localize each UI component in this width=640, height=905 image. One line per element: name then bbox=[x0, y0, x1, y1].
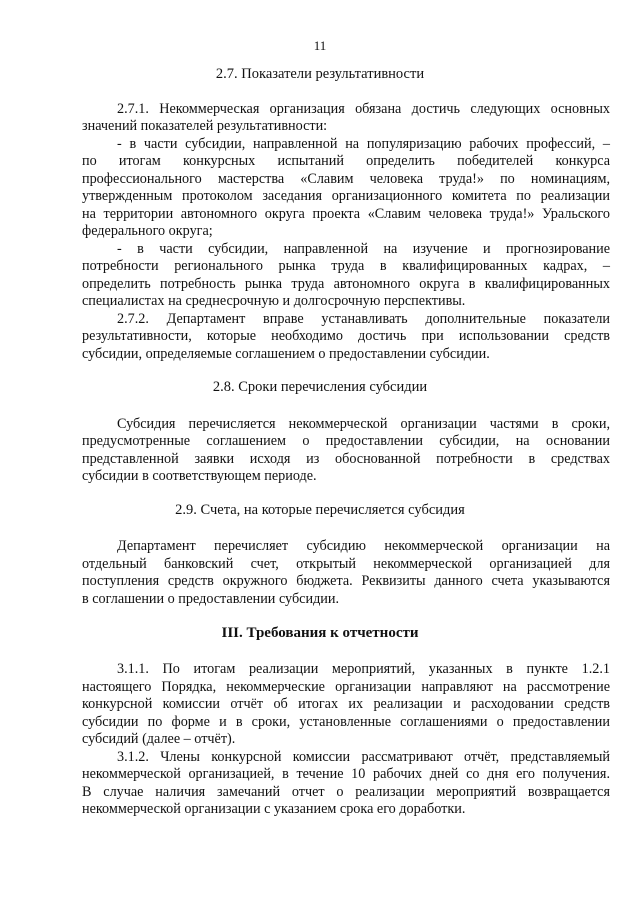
paragraph-line: субсидии, определяемые соглашением о предоставлении субсидии. bbox=[82, 346, 490, 362]
paragraph-line: в соглашении о предоставлении субсидии. bbox=[82, 591, 340, 607]
paragraph-line: 3.1.2. Члены конкурсной комиссии рассматривают отчёт, представляемый bbox=[117, 749, 610, 765]
paragraph-line: потребности регионального рынка труда в квалифицированных кадрах, – bbox=[82, 258, 610, 274]
paragraph-line: утвержденным протоколом заседания организационного комитета по реализации bbox=[82, 188, 610, 204]
paragraph-line: профессионального мастерства «Славим человека труда!» по номинациям, bbox=[82, 171, 610, 187]
paragraph-line: 2.7.1. Некоммерческая организация обязана достичь следующих основных bbox=[117, 101, 610, 117]
paragraph-line: некоммерческой организации с указанием срока его доработки. bbox=[82, 801, 466, 817]
paragraph-line: по итогам конкурсных испытаний определить победителей конкурса bbox=[82, 153, 610, 169]
paragraph-line: - в части субсидии, направленной на изучение и прогнозирование bbox=[117, 241, 610, 257]
paragraph-line: субсидии по форме и в сроки, установленные соглашениями о предоставлении bbox=[82, 714, 610, 730]
section-2-8-title: 2.8. Сроки перечисления субсидии bbox=[212, 379, 428, 395]
paragraph-line: некоммерческой организацией, в течение 10 рабочих дней со дня его получения. bbox=[82, 766, 610, 782]
paragraph-line: Департамент перечисляет субсидию некоммерческой организации на bbox=[117, 538, 610, 554]
paragraph-line: субсидии в соответствующем периоде. bbox=[82, 468, 317, 484]
paragraph-line: 3.1.1. По итогам реализации мероприятий, указанных в пункте 1.2.1 bbox=[117, 661, 610, 677]
paragraph-line: Субсидия перечисляется некоммерческой организации частями в сроки, bbox=[117, 416, 610, 432]
paragraph-line: отдельный банковский счет, открытый некоммерческой организацией для bbox=[82, 556, 610, 572]
paragraph-line: конкурсной комиссии отчёт об итогах их реализации и расходовании средств bbox=[82, 696, 610, 712]
paragraph-line: определить потребность рынка труда автономного округа в квалифицированных bbox=[82, 276, 610, 292]
paragraph-line: субсидий (далее – отчёт). bbox=[82, 731, 236, 747]
paragraph-line: настоящего Порядка, некоммерческие организации направляют на рассмотрение bbox=[82, 679, 610, 695]
section-3-title: III. Требования к отчетности bbox=[221, 625, 419, 641]
paragraph-line: 2.7.2. Департамент вправе устанавливать дополнительные показатели bbox=[117, 311, 610, 327]
paragraph-line: федерального округа; bbox=[82, 223, 213, 239]
paragraph-line: предусмотренные соглашением о предоставлении субсидии, на основании bbox=[82, 433, 610, 449]
section-2-9-title: 2.9. Счета, на которые перечисляется субсидия bbox=[175, 502, 465, 518]
paragraph-line: результативности, которые необходимо достичь при использовании средств bbox=[82, 328, 610, 344]
paragraph-line: В случае наличия замечаний отчет о реализации мероприятий возвращается bbox=[82, 784, 610, 800]
paragraph-line: специалистах на среднесрочную и долгосрочную перспективы. bbox=[82, 293, 466, 309]
paragraph-line: - в части субсидии, направленной на популяризацию рабочих профессий, – bbox=[117, 136, 610, 152]
paragraph-line: представленной заявки исходя из обоснованной потребности в средствах bbox=[82, 451, 610, 467]
paragraph-line: поступления средств окружного бюджета. Реквизиты данного счета указываются bbox=[82, 573, 610, 589]
paragraph-line: значений показателей результативности: bbox=[82, 118, 328, 134]
page-number: 11 bbox=[313, 38, 327, 53]
paragraph-line: на территории автономного округа проекта «Славим человека труда!» Уральского bbox=[82, 206, 610, 222]
section-2-7-title: 2.7. Показатели результативности bbox=[215, 66, 425, 82]
